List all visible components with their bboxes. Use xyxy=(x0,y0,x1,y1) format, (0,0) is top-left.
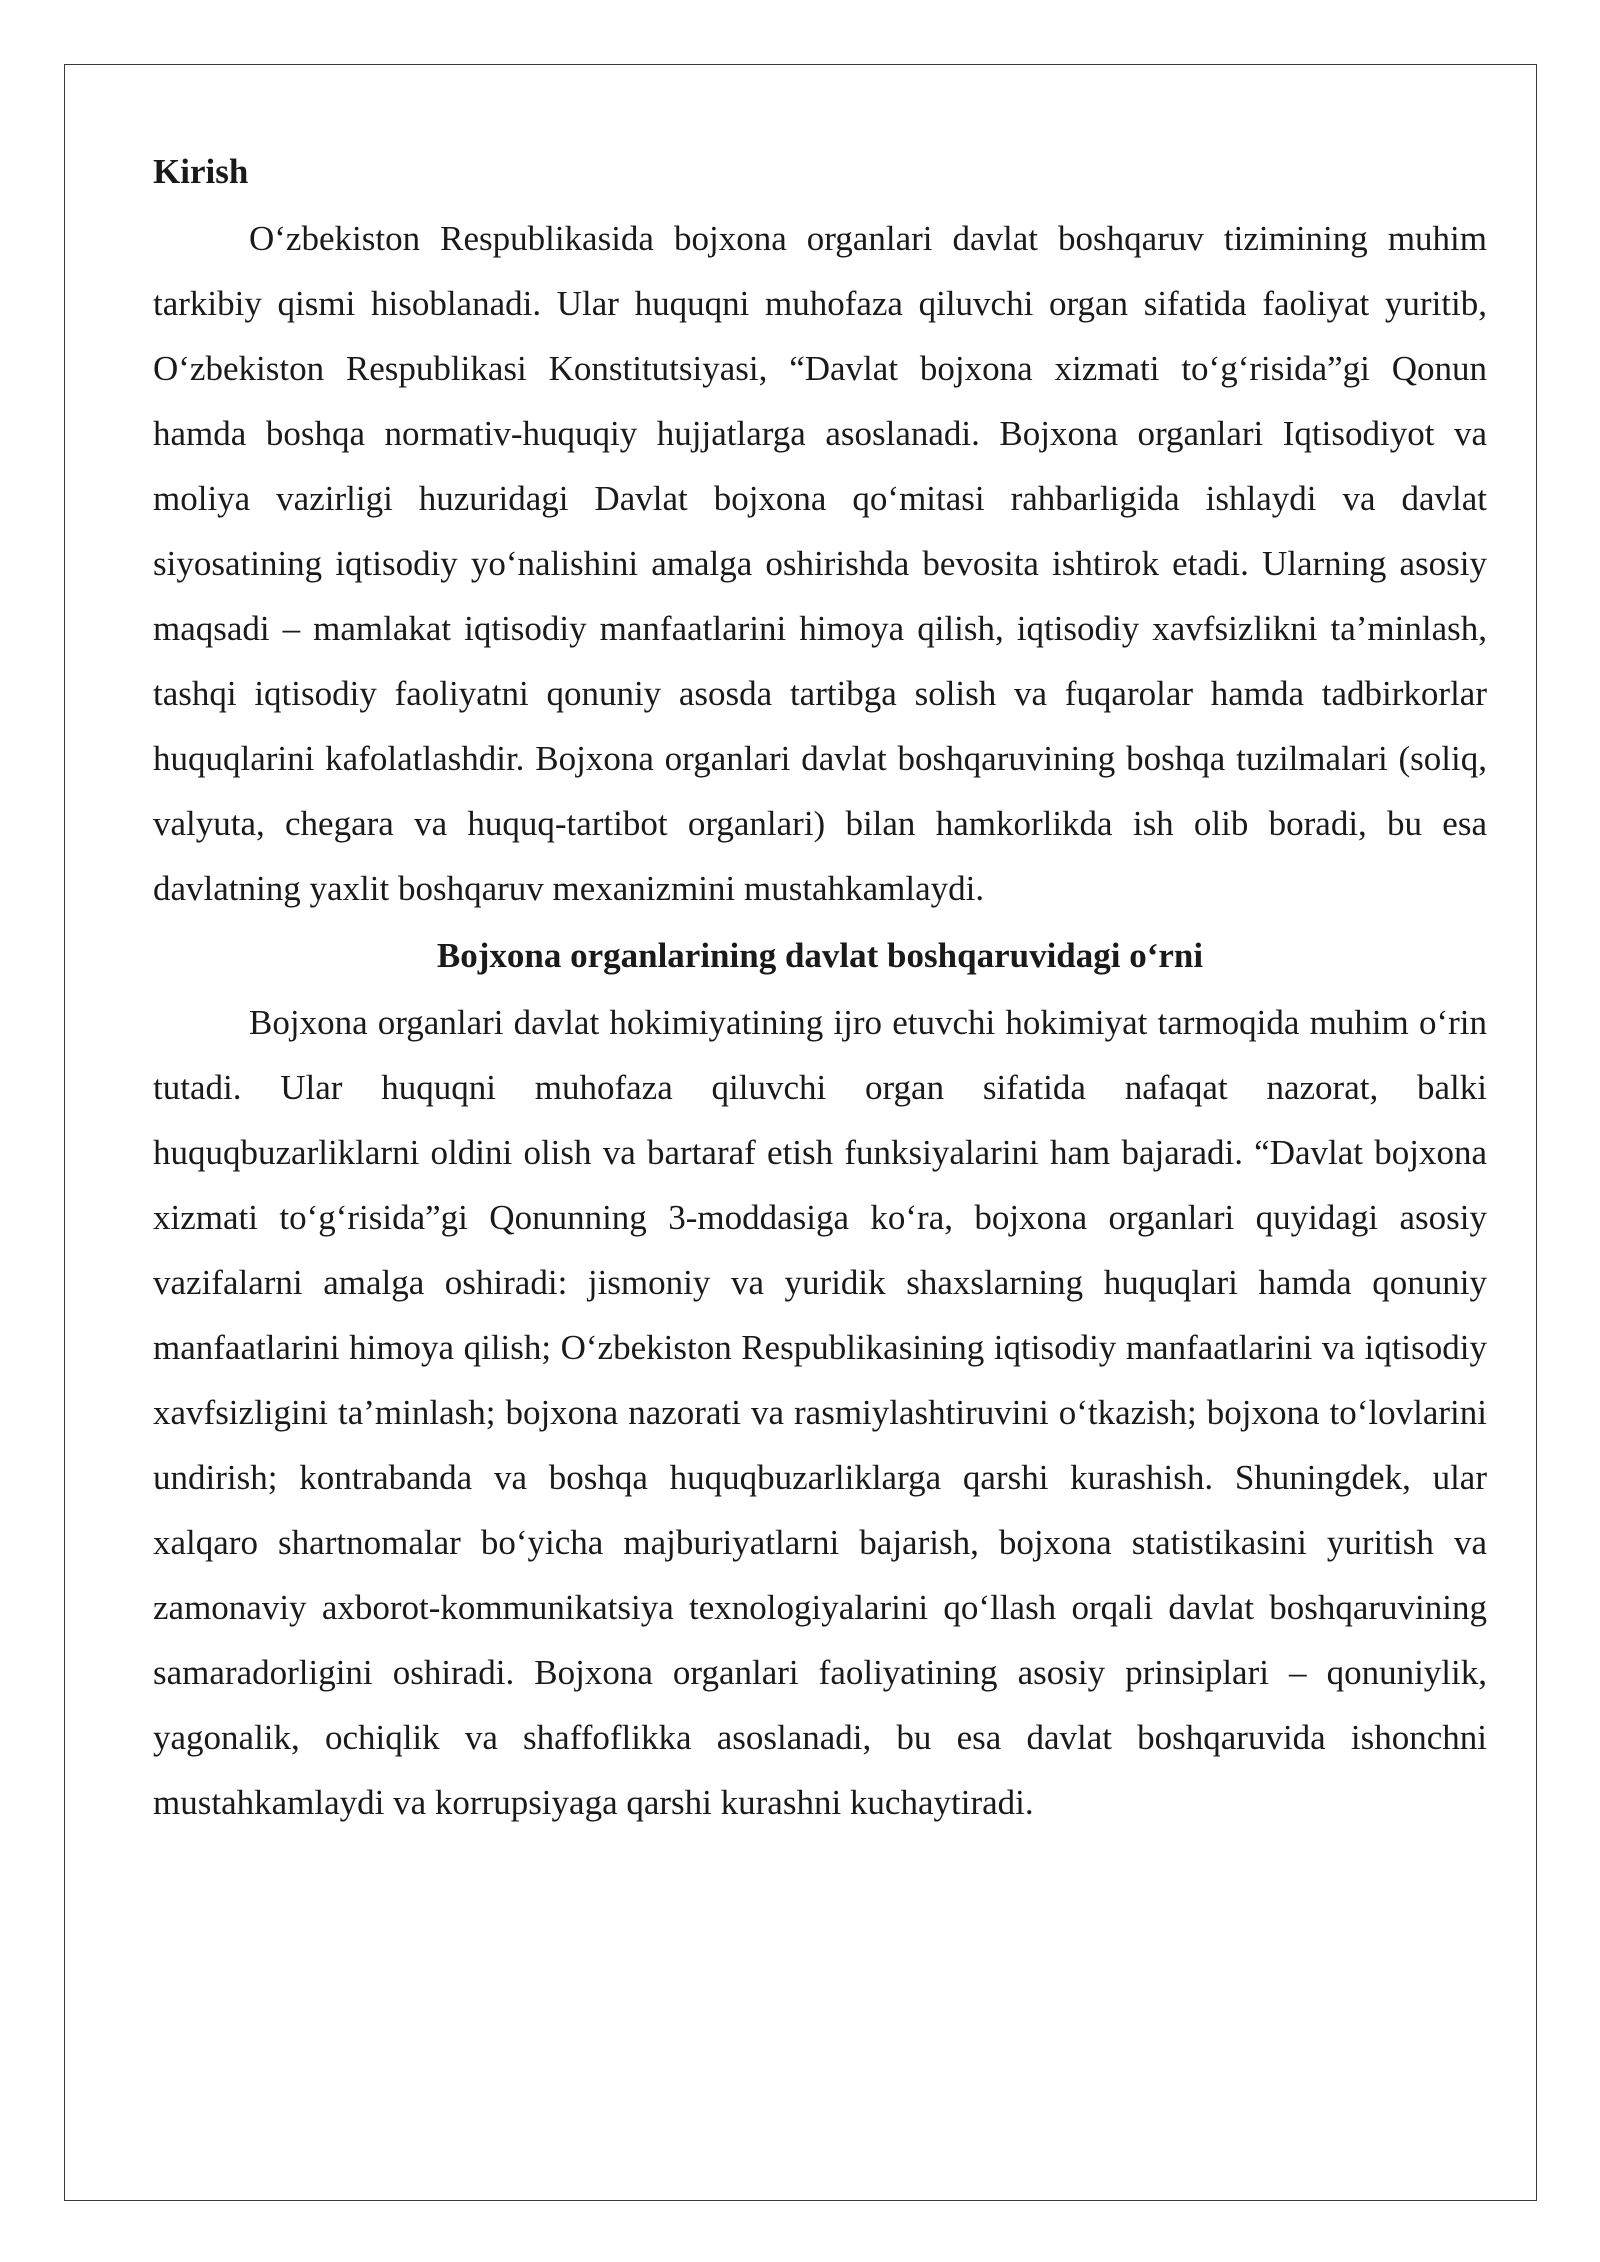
section-heading-wrap xyxy=(153,923,1487,988)
section-heading: Bojxona organlarining davlat boshqaruvidagi o‘rni xyxy=(436,936,1204,975)
heading-spacer xyxy=(153,196,1487,206)
intro-paragraph: O‘zbekiston Respublikasida bojxona organlari davlat boshqaruv tizimining muhim tarkibiy qismi hisoblanadi. Ular huquqni muhofaza qiluvchi organ sifatida faoliyat yuritib, O‘zbekiston Respublikasi Konstitutsiyasi, “Davlat bojxona xizmati to‘g‘risida”gi Qonun hamda boshqa normativ-huquqiy hujjatlarga asoslanadi. Bojxona organlari Iqtisodiyot va moliya vazirligi huzuridagi Davlat bojxona qo‘mitasi rahbarligida ishlaydi va davlat siyosatining iqtisodiy yo‘nalishini amalga oshirishda bevosita ishtirok etadi. Ularning asosiy maqsadi – mamlakat iqtisodiy manfaatlarini himoya qilish, iqtisodiy xavfsizlikni ta’minlash, tashqi iqtisodiy faoliyatni qonuniy asosda tartibga solish va fuqarolar hamda tadbirkorlar huquqlarini kafolatlashdir. Bojxona organlari davlat boshqaruvining boshqa tuzilmalari (soliq, valyuta, chegara va huquq-tartibot organlari) bilan hamkorlikda ish olib boradi, bu esa davlatning yaxlit boshqaruv mexanizmini mustahkamlaydi. xyxy=(153,219,1487,908)
document-body xyxy=(153,148,1487,1835)
intro-heading: Kirish xyxy=(153,152,249,191)
section-paragraph: Bojxona organlari davlat hokimiyatining ijro etuvchi hokimiyat tarmoqida muhim o‘rin tutadi. Ular huquqni muhofaza qiluvchi organ sifatida nafaqat nazorat, balki huquqbuzarliklarni oldini olish va bartaraf etish funksiyalarini ham bajaradi. “Davlat bojxona xizmati to‘g‘risida”gi Qonunning 3-moddasiga ko‘ra, bojxona organlari quyidagi asosiy vazifalarni amalga oshiradi: jismoniy va yuridik shaxslarning huquqlari hamda qonuniy manfaatlarini himoya qilish; O‘zbekiston Respublikasining iqtisodiy manfaatlarini va iqtisodiy xavfsizligini ta’minlash; bojxona nazorati va rasmiylashtiruvini o‘tkazish; bojxona to‘lovlarini undirish; kontrabanda va boshqa huquqbuzarliklarga qarshi kurashish. Shuningdek, ular xalqaro shartnomalar bo‘yicha majburiyatlarni bajarish, bojxona statistikasini yuritish va zamonaviy axborot-kommunikatsiya texnologiyalarini qo‘llash orqali davlat boshqaruvining samaradorligini oshiradi. Bojxona organlari faoliyatining asosiy prinsiplari – qonuniylik, yagonalik, ochiqlik va shaffoflikka asoslanadi, bu esa davlat boshqaruvida ishonchni mustahkamlaydi va korrupsiyaga qarshi kurashni kuchaytiradi. xyxy=(153,1003,1487,1822)
